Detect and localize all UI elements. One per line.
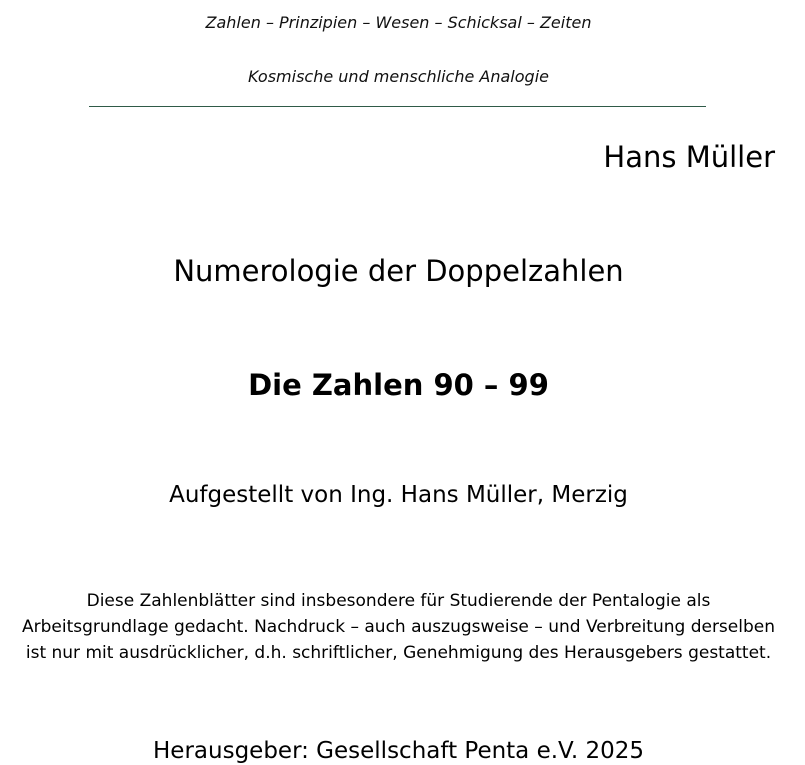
notice-line: ist nur mit ausdrücklicher, d.h. schriftlicher, Genehmigung des Herausgebers gestattet.: [25, 643, 772, 663]
header-series-line: Zahlen – Prinzipien – Wesen – Schicksal – Zeiten: [205, 13, 592, 32]
copyright-notice: [0, 588, 797, 666]
header-divider: [89, 106, 706, 107]
compiled-by-line: Aufgestellt von Ing. Hans Müller, Merzig: [169, 482, 628, 508]
document-title: Numerologie der Doppelzahlen: [173, 254, 624, 288]
document-subtitle: Die Zahlen 90 – 99: [248, 368, 549, 402]
notice-line: Diese Zahlenblätter sind insbesondere für Studierende der Pentalogie als: [86, 591, 711, 611]
author-name: Hans Müller: [603, 140, 775, 174]
header-analogy-line: Kosmische und menschliche Analogie: [248, 67, 549, 86]
notice-line: Arbeitsgrundlage gedacht. Nachdruck – auch auszugsweise – und Verbreitung derselben: [21, 617, 775, 637]
publisher-line: Herausgeber: Gesellschaft Penta e.V. 2025: [153, 738, 644, 764]
